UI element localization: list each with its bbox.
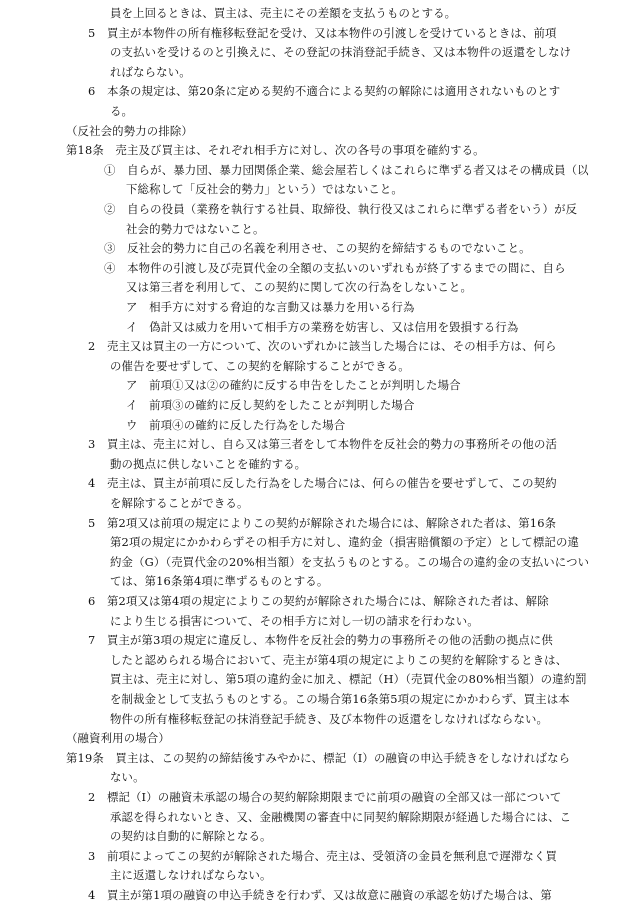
text-line: 買主は、売主に対し、第5項の違約金に加え、標記（H）（売買代金の80%相当額）の違約罰 [110,672,587,687]
text-line: ア 相手方に対する脅迫的な言動又は暴力を用いる行為 [126,300,415,314]
text-line: （融資利用の場合） [66,731,170,746]
text-line: 第18条 売主及び買主は、それぞれ相手方に対し、次の各号の事項を確約する。 [66,143,485,158]
text-line: （反社会的勢力の排除） [66,123,193,138]
text-line: 4 買主が第1項の融資の申込手続きを行わず、又は故意に融資の承認を妨げた場合は、第 [88,888,552,902]
text-line: 7 買主が第3項の規定に違反し、本物件を反社会的勢力の事務所その他の活動の拠点に供 [88,633,553,648]
text-line: 第19条 買主は、この契約の締結後すみやかに、標記（I）の融資の申込手続きをしなければなら [66,750,571,765]
text-line: 下総称して「反社会的勢力」という）ではないこと。 [126,182,403,197]
text-line: 社会的勢力ではないこと。 [126,221,265,236]
text-line: ウ 前項④の確約に反した行為をした場合 [126,417,346,432]
text-line: の催告を要せずして、この契約を解除することができる。 [110,358,410,373]
text-line: ④ 本物件の引渡し及び売買代金の全額の支払いのいずれもが終了するまでの間に、自ら [104,260,566,275]
text-line: を制裁金として支払うものとする。この場合第16条第5項の規定にかかわらず、買主は本 [110,692,570,706]
text-line: の支払いを受けるのと引換えに、その登記の抹消登記手続き、又は本物件の返還をしなけ [110,45,572,60]
text-line: 承認を得られないとき、又、金融機関の審査中に同契約解除期限が経過した場合には、こ [110,809,572,824]
text-line: ② 自らの役員（業務を執行する社員、取締役、執行役又はこれらに準ずる者をいう）が反 [104,202,578,216]
text-line: 員を上回るときは、買主は、売主にその差額を支払うものとする。 [110,6,457,20]
text-line: により生じる損害について、その相手方に対し一切の請求を行わない。 [110,613,479,628]
text-line: 2 標記（I）の融資未承認の場合の契約解除期限までに前項の融資の全部又は一部について [88,790,562,804]
text-line: 5 第2項又は前項の規定によりこの契約が解除された場合には、解除された者は、第16条 [88,515,557,530]
text-line: したと認められる場合において、売主が第4項の規定によりこの契約を解除するときは、 [110,652,568,667]
text-line: の契約は自動的に解除となる。 [110,829,272,844]
text-line: 5 買主が本物件の所有権移転登記を受け、又は本物件の引渡しを受けているときは、前項 [88,25,557,40]
text-line: 6 第2項又は第4項の規定によりこの契約が解除された場合には、解除された者は、解除 [88,594,549,608]
text-line: ア 前項①又は②の確約に反する申告をしたことが判明した場合 [126,378,461,393]
text-line: 6 本条の規定は、第20条に定める契約不適合による契約の解除には適用されないものとす [88,84,561,99]
text-line: 4 売主は、買主が前項に反した行為をした場合には、何らの催告を要せずして、この契約 [88,476,557,491]
text-line: 第2項の規定にかかわらずその相手方に対し、違約金（損害賠償額の予定）として標記の違 [110,535,580,550]
text-line: ればならない。 [110,64,191,79]
text-line: 物件の所有権移転登記の抹消登記手続き、及び本物件の返還をしなければならない。 [110,711,549,726]
text-line: イ 偽計又は威力を用いて相手方の業務を妨害し、又は信用を毀損する行為 [126,319,519,334]
text-line: 2 売主又は買主の一方について、次のいずれかに該当した場合には、その相手方は、何ら [88,339,557,354]
text-line: ③ 反社会的勢力に自己の名義を利用させ、この契約を締結するものでないこと。 [104,241,531,256]
text-line: 約金（G）（売買代金の20%相当額）を支払うものとする。この場合の違約金の支払いについ [110,554,590,569]
text-line: ① 自らが、暴力団、暴力団関係企業、総会屋若しくはこれらに準ずる者又はその構成員（以 [104,162,589,177]
text-line: ない。 [110,770,145,785]
text-line: 又は第三者を利用して、この契約に関して次の行為をしないこと。 [126,280,472,295]
text-line: 主に返還しなければならない。 [110,868,272,883]
text-line: イ 前項③の確約に反し契約をしたことが判明した場合 [126,398,415,412]
text-line: ては、第16条第4項に準ずるものとする。 [110,574,329,589]
text-line: る。 [110,104,134,118]
text-line: 3 前項によってこの契約が解除された場合、売主は、受領済の金員を無利息で遅滞なく買 [88,848,558,863]
text-line: 動の拠点に供しないことを確約する。 [110,456,307,471]
text-line: 3 買主は、売主に対し、自ら又は第三者をして本物件を反社会的勢力の事務所その他の活 [88,437,558,452]
text-line: を解除することができる。 [110,496,249,510]
